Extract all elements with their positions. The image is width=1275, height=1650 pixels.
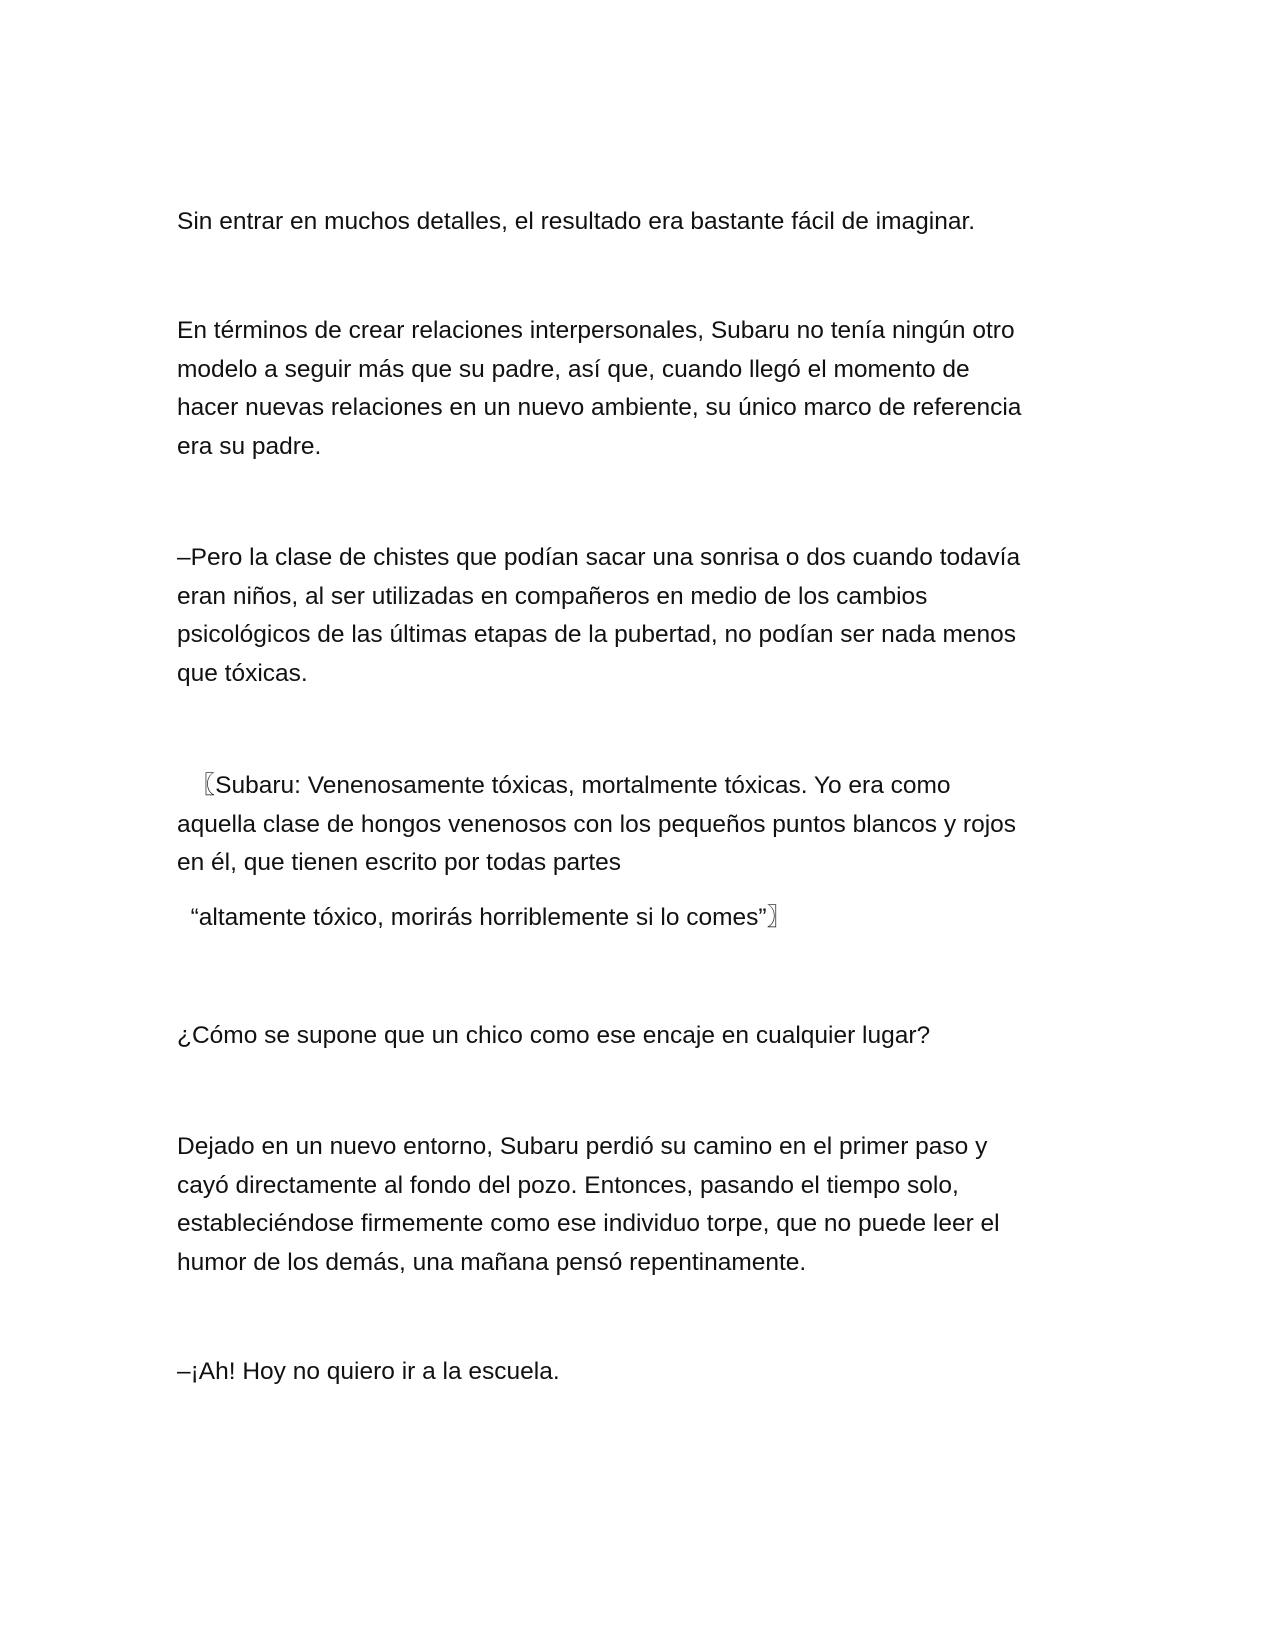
paragraph-2 [177,312,1107,466]
text-line: psicológicos de las últimas etapas de la pubertad, no podían ser nada menos [177,621,1016,648]
text-line: Dejado en un nuevo entorno, Subaru perdió su camino en el primer paso y [177,1133,988,1160]
text-line: estableciéndose firmemente como ese individuo torpe, que no puede leer el [177,1210,1000,1237]
text-line: aquella clase de hongos venenosos con los pequeños puntos blancos y rojos [177,810,1017,838]
text-line: –Pero la clase de chistes que podían sacar una sonrisa o dos cuando todavía [177,544,1021,571]
text-line: modelo a seguir más que su padre, así que, cuando llegó el momento de [177,355,970,383]
text-line: cayó directamente al fondo del pozo. Entonces, pasando el tiempo solo, [177,1171,959,1199]
text-line: –¡Ah! Hoy no quiero ir a la escuela. [177,1358,560,1385]
text-line: eran niños, al ser utilizadas en compañeros en medio de los cambios [177,582,928,610]
text-line: 〖Subaru: Venenosamente tóxicas, mortalmente tóxicas. Yo era como [177,772,951,799]
text-line: hacer nuevas relaciones en un nuevo ambiente, su único marco de referencia [177,394,1022,421]
text-line: En términos de crear relaciones interpersonales, Subaru no tenía ningún otro [177,317,1015,344]
paragraph-1 [177,203,1107,242]
paragraph-5 [177,1017,1107,1056]
text-line: en él, que tienen escrito por todas partes [177,849,622,876]
text-line: humor de los demás, una mañana pensó repentinamente. [177,1248,807,1276]
text-line: Sin entrar en muchos detalles, el resultado era bastante fácil de imaginar. [177,208,976,235]
text-line: era su padre. [177,432,322,460]
text-line: ¿Cómo se supone que un chico como ese encaje en cualquier lugar? [177,1022,931,1049]
quote-line: “altamente tóxico, morirás horriblemente si lo comes”〗 [177,903,792,931]
paragraph-7 [177,1353,1107,1392]
text-line: que tóxicas. [177,659,308,687]
paragraph-3 [177,539,1107,693]
paragraph-6 [177,1128,1107,1282]
paragraph-4-dialogue [177,767,1107,937]
